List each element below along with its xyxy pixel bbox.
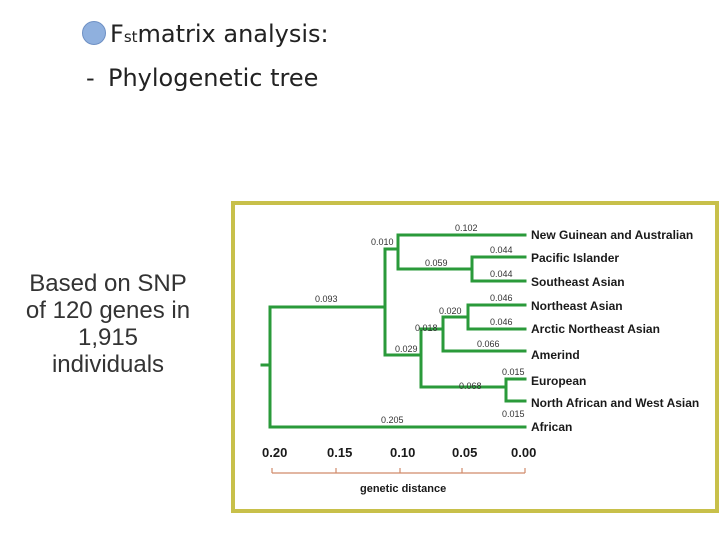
side-note: Based on SNP of 120 genes in 1,915 individuals [25,270,191,378]
branch-label: 0.044 [490,245,513,255]
tree-branches [262,235,525,427]
branch-label: 0.015 [502,367,525,377]
branch-label: 0.018 [415,323,438,333]
branch-label: 0.044 [490,269,513,279]
branch-length-labels [315,223,525,425]
leaf-label: Pacific Islander [531,251,620,265]
branch-label: 0.010 [371,237,394,247]
leaf-label: North African and West Asian [531,396,700,410]
fst-subscript: st [123,28,138,46]
branch-label: 0.068 [459,381,482,391]
leaf-label: Northeast Asian [531,299,623,313]
axis-label: genetic distance [360,483,447,495]
branch-label: 0.205 [381,415,404,425]
leaf-label: European [531,374,587,388]
branch-label: 0.102 [455,223,478,233]
axis-tick-label: 0.10 [390,445,416,460]
dash-marker: - [86,64,95,92]
axis-tick-label: 0.15 [327,445,353,460]
heading-text: matrix analysis: [137,20,329,48]
branch-label: 0.093 [315,294,338,304]
fst-letter: F [110,20,124,48]
branch-label: 0.059 [425,258,448,268]
subheading-text: Phylogenetic tree [108,64,319,92]
branch-label: 0.015 [502,409,525,419]
leaf-label: Southeast Asian [531,275,625,289]
axis-tick-label: 0.05 [452,445,478,460]
tree-svg [235,205,715,509]
leaf-label: African [531,420,573,434]
leaf-label: New Guinean and Australian [531,228,694,242]
distance-axis [272,468,525,473]
axis-tick-label: 0.20 [262,445,288,460]
branch-label: 0.020 [439,306,462,316]
heading-bullet-line [82,18,329,48]
leaf-labels [531,228,699,434]
bullet-dot-icon [82,21,106,45]
phylogenetic-tree-figure [231,201,719,513]
branch-label: 0.046 [490,293,513,303]
branch-label: 0.029 [395,344,418,354]
axis-tick-labels [262,445,536,460]
leaf-label: Amerind [531,348,580,362]
branch-label: 0.046 [490,317,513,327]
branch-label: 0.066 [477,339,500,349]
axis-tick-label: 0.00 [511,445,537,460]
heading-sub-line [86,64,318,92]
leaf-label: Arctic Northeast Asian [531,322,660,336]
